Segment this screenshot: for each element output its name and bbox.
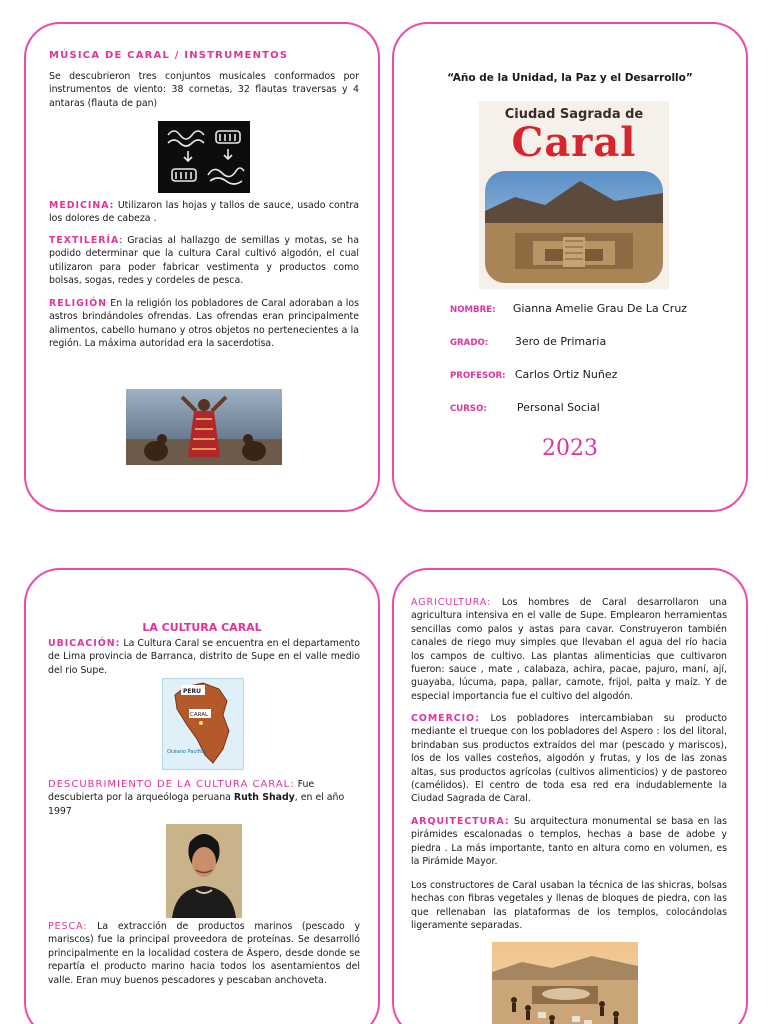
discovery-paragraph bbox=[48, 778, 360, 818]
commerce-paragraph bbox=[411, 712, 727, 806]
commerce-text: Los pobladores intercambiaban su producto mediante el trueque con los pobladores del Aspero : los del litoral, brindaban sus productos extraídos del mar (pescado y mariscos), los de los valles costeños, algodón y frutas, y los de las zonas altas, sus productos agrícolas (cultivos alimenticios) y de pastoreo (camélidos). El centro de toda esa red era indudablemente la Ciudad Sagrada de Caral. bbox=[411, 713, 727, 805]
music-text: Se descubrieron tres conjuntos musicales conformados por instrumentos de viento: 38 cornetas, 32 flautas traversas y 4 antaras (flauta de pan) bbox=[49, 71, 359, 109]
panel-economy-architecture bbox=[392, 568, 748, 1024]
discovery-text-after: , en el año 1997 bbox=[48, 792, 345, 817]
agriculture-label: AGRICULTURA: bbox=[411, 597, 492, 608]
medicine-label: MEDICINA: bbox=[49, 200, 115, 211]
field-name-value: Gianna Amelie Grau De La Cruz bbox=[512, 302, 688, 315]
panel-cover bbox=[392, 22, 748, 512]
panel-caral-culture bbox=[24, 568, 380, 1024]
field-grade bbox=[450, 335, 606, 348]
religion-text: En la religión los pobladores de Caral adoraban a los astros brindándoles ofrendas. Las ofrendas eran principalmente alimentos, cabello humano y otros objetos no pertenecientes a la región. La máxima autoridad era la sacerdotisa. bbox=[49, 298, 359, 350]
commerce-label: COMERCIO: bbox=[411, 713, 480, 724]
map-region-label: CARAL bbox=[190, 712, 209, 718]
fishing-text: La extracción de productos marinos (pescado y mariscos) fue la principal proveedora de proteínas. Se desarrolló principalmente en la localidad costera de Áspero, desde donde se repartía el producto marino hacia todos los asentamientos del valle. Eran muy buenos pescadores y pescaban anchoveta. bbox=[48, 921, 360, 986]
discovery-label: DESCUBRIMIENTO DE LA CULTURA CARAL: bbox=[48, 779, 295, 790]
location-paragraph bbox=[48, 637, 360, 677]
cover-subtitle: Ciudad Sagrada de bbox=[504, 107, 644, 122]
year-motto: “Año de la Unidad, la Paz y el Desarrollo” bbox=[447, 72, 693, 84]
map-country-label: PERU bbox=[183, 688, 201, 695]
field-teacher bbox=[450, 368, 617, 381]
field-teacher-value: Carlos Ortiz Nuñez bbox=[514, 368, 618, 381]
architecture-label: ARQUITECTURA: bbox=[411, 816, 510, 827]
textile-label: TEXTILERÍA bbox=[49, 235, 120, 246]
location-text: La Cultura Caral se encuentra en el departamento de Lima provincia de Barranca, distrito de Supe en el valle medio del rio Supe. bbox=[48, 638, 360, 676]
shicras-paragraph: Los constructores de Caral usaban la técnica de las shicras, bolsas hechas con fibras vegetales y llenas de bloques de piedra, con las que rellenaban las plataformas de los templos, colocándolas ligeramente separadas. bbox=[411, 880, 727, 932]
architecture-text: Su arquitectura monumental se basa en las pirámides escalonadas o templos, hechas a base de adobe y piedra . La más importante, tanto en altura como en volumen, es la Pirámide Mayor. bbox=[411, 816, 727, 868]
music-heading: MÚSICA DE CARAL / INSTRUMENTOS bbox=[49, 50, 289, 61]
medicine-text: Utilizaron las hojas y tallos de sauce, usado contra los dolores de cabeza . bbox=[49, 200, 359, 225]
discovery-name: Ruth Shady bbox=[233, 792, 295, 804]
map-ocean-label: Océano Pacifico bbox=[167, 749, 207, 755]
caral-site-photo bbox=[485, 171, 663, 283]
instruments-image bbox=[158, 121, 250, 193]
archaeologist-photo bbox=[166, 824, 242, 918]
location-label: UBICACIÓN: bbox=[48, 638, 121, 649]
textile-paragraph bbox=[49, 234, 359, 288]
panel-music-medicine bbox=[24, 22, 380, 512]
construction-scene-image bbox=[492, 942, 638, 1024]
priestess-image bbox=[126, 389, 282, 465]
field-course-value: Personal Social bbox=[516, 401, 600, 414]
discovery-text-before: Fue descubierta por la arqueóloga peruana bbox=[48, 779, 315, 804]
culture-title: LA CULTURA CARAL bbox=[142, 621, 262, 634]
cover-image bbox=[479, 101, 669, 289]
textile-text: : Gracias al hallazgo de semillas y motas, se ha podido determinar que la cultura Caral cultivó algodón, el cual utilizaron para poder fabricar vestimenta y productos como bolsas, sogas, redes y cordeles de pesca. bbox=[49, 235, 359, 287]
fishing-label: PESCA: bbox=[48, 921, 88, 932]
agriculture-text: Los hombres de Caral desarrollaron una agricultura intensiva en el valle de Supe. Emplearon herramientas sencillas como palos y astas para cavar. Construyeron también canales de riego muy simples que llevaban el agua del río hacia los campos de cultivo. Las plantas alimenticias que cultivaron fueron: sauce , mate , calabaza, achira, pacae, pajuro, maní, ají, guayaba, lúcuma, papa, pallar, camote, frijol, palta y maíz. Y de especial importancia fue el cultivo del algodón. bbox=[411, 597, 727, 702]
architecture-paragraph bbox=[411, 815, 727, 869]
field-grade-value: 3ero de Primaria bbox=[514, 335, 607, 348]
religion-label: RELIGIÓN bbox=[49, 298, 108, 309]
cover-year: 2023 bbox=[542, 436, 598, 461]
field-name bbox=[450, 302, 687, 315]
field-name-label: NOMBRE: bbox=[450, 305, 496, 315]
field-grade-label: GRADO: bbox=[450, 338, 489, 348]
cover-title: Caral bbox=[511, 119, 637, 166]
religion-paragraph bbox=[49, 297, 359, 351]
agriculture-paragraph bbox=[411, 596, 727, 703]
medicine-paragraph bbox=[49, 199, 359, 226]
field-course bbox=[450, 401, 600, 414]
peru-map-image bbox=[162, 678, 244, 770]
fishing-paragraph bbox=[48, 920, 360, 987]
field-teacher-label: PROFESOR: bbox=[450, 371, 506, 381]
field-course-label: CURSO: bbox=[450, 404, 487, 414]
